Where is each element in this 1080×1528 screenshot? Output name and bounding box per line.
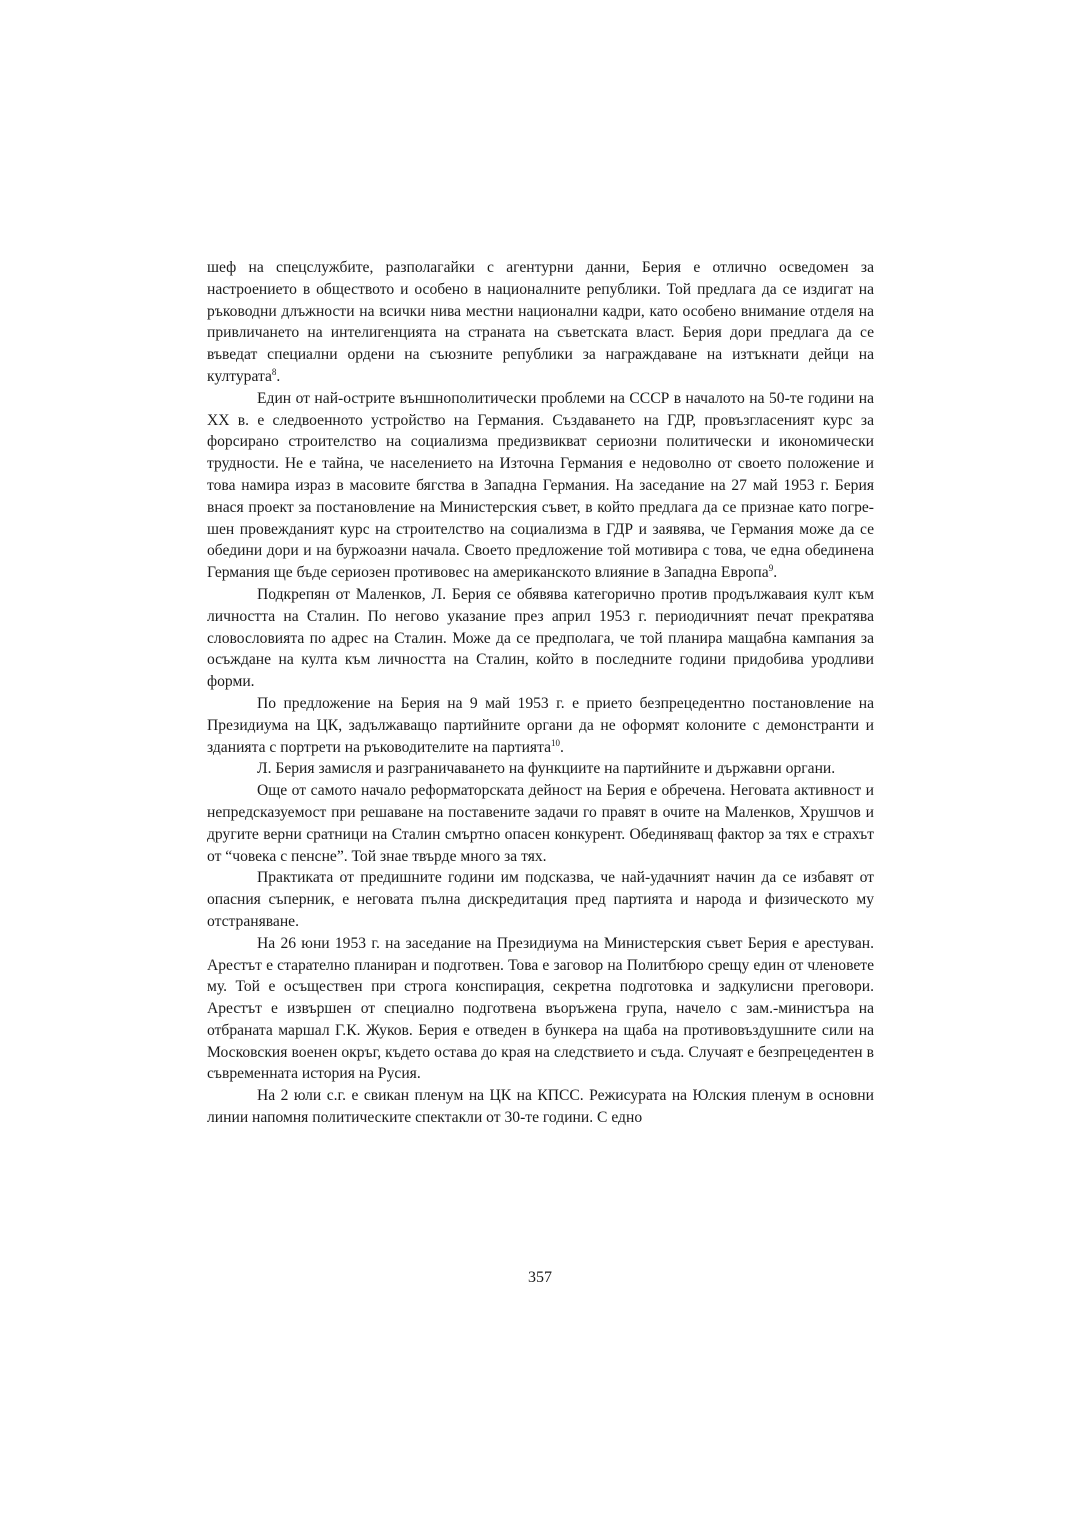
paragraph-7-text: Практиката от предишните години им подсказва, че най-удачният начин да се избавят от опасния съперник, е неговата пълна дискредитация пред партията и народа и физическото му отстраняване.	[207, 869, 874, 930]
body-text	[207, 257, 874, 1129]
footnote-ref-9: 9	[768, 562, 774, 573]
paragraph-2-text: Един от най-острите външнополитически проблеми на СССР в началото на 50-те години на XX в. е следвоенното устройство на Германия. Създаването на ГДР, провъзгласеният курс за форсирано строителство на социализма предизвикват сериозни политически и икономически трудности. Не е тайна, че населението на Източна Германия е недоволно от своето положение и това намира израз в масовите бягства в Западна Германия. На заседание на 27 май 1953 г. Берия внася проект за постановление на Министерския съвет, в който предлага да се признае като погрешен провежданият курс на строителство на социализма в ГДР и заявява, че Германия може да се обедини дори и на буржоазни начала. Своето предложение той мотивира с това, че една обединена Германия ще бъде сериозен противовес на американското влияние в Западна Европа	[207, 389, 874, 582]
footnote-ref-8: 8	[271, 366, 277, 377]
paragraph-8	[207, 933, 874, 1086]
paragraph-2-tail: .	[773, 564, 778, 582]
paragraph-6	[207, 780, 874, 867]
paragraph-5-text: Л. Берия замисля и разграничаването на функциите на партийните и държавни органи.	[257, 760, 836, 778]
paragraph-1-tail: .	[276, 367, 281, 385]
paragraph-3	[207, 584, 874, 693]
paragraph-1	[207, 257, 874, 388]
paragraph-6-text: Още от самото начало реформаторската дейност на Берия е обречена. Неговата активност и непредсказуемост при решаване на поставените задачи го правят в очите на Маленков, Хрушчов и другите верни сратници на Сталин смъртно опасен конкурент. Обединяващ фактор за тях е страхът от “човека с пенсне”. Той знае твърде много за тях.	[207, 782, 874, 865]
paragraph-2	[207, 388, 874, 584]
footnote-ref-10: 10	[551, 737, 561, 748]
paragraph-9	[207, 1085, 874, 1129]
paragraph-9-text: На 2 юли с.г. е свикан пленум на ЦК на КПСС. Режисурата на Юлския пленум в основни линии напомня политическите спектакли от 30-те години. С едно	[207, 1087, 874, 1127]
paragraph-4-text: По предложение на Берия на 9 май 1953 г. е прието безпрецедентно постановление на Президиума на ЦК, задължаващо партийните органи да не оформят колоните с демонстранти и зданията с портрети на ръководителите на партията	[207, 694, 874, 756]
paragraph-8-text: На 26 юни 1953 г. на заседание на Президиума на Министерския съвет Берия е арестуван. Арестът е старателно планиран и подготвен. Това е заговор на Политбюро срещу един от членовете му. Той е осъществен при строга конспирация, секретна подготовка и задкулисни преговори. Арестът е извършен от специално подготвена въоръжена група, начело с зам.-министъра на отбраната маршал Г.К. Жуков. Берия е отведен в бункера на щаба на противовъздушните сили на Московския военен окръг, където остава до края на следствието и съда. Случаят е безпрецедентен в съвременната история на Русия.	[207, 934, 874, 1083]
paragraph-4	[207, 693, 874, 758]
page-number: 357	[528, 1269, 552, 1286]
paragraph-5	[207, 758, 874, 780]
paragraph-7	[207, 867, 874, 932]
paragraph-4-tail: .	[560, 738, 564, 756]
paragraph-1-text: шеф на спецслужбите, разполагайки с агентурни данни, Берия е отлично осведомен за настроението в обществото и особено в националните републики. Той предлага да се издигат на ръководни длъжности на всички нива местни национални кадри, като особено внимание отделя на привличането на интелигенцията на страната на съветската власт. Берия дори предлага да се въведат специални ордени на съюзните републики за награждаване на изтъкнати дейци на културата	[207, 259, 874, 385]
paragraph-3-text: Подкрепян от Маленков, Л. Берия се обявява категорично против продължаваия култ към личността на Сталин. По негово указание през април 1953 г. периодичният печат прекратява словословията по адрес на Сталин. Може да се предполага, че той планира мащабна кампания за осъждане на култа към личността на Сталин, който в последните години придобива уродливи форми.	[207, 585, 874, 691]
